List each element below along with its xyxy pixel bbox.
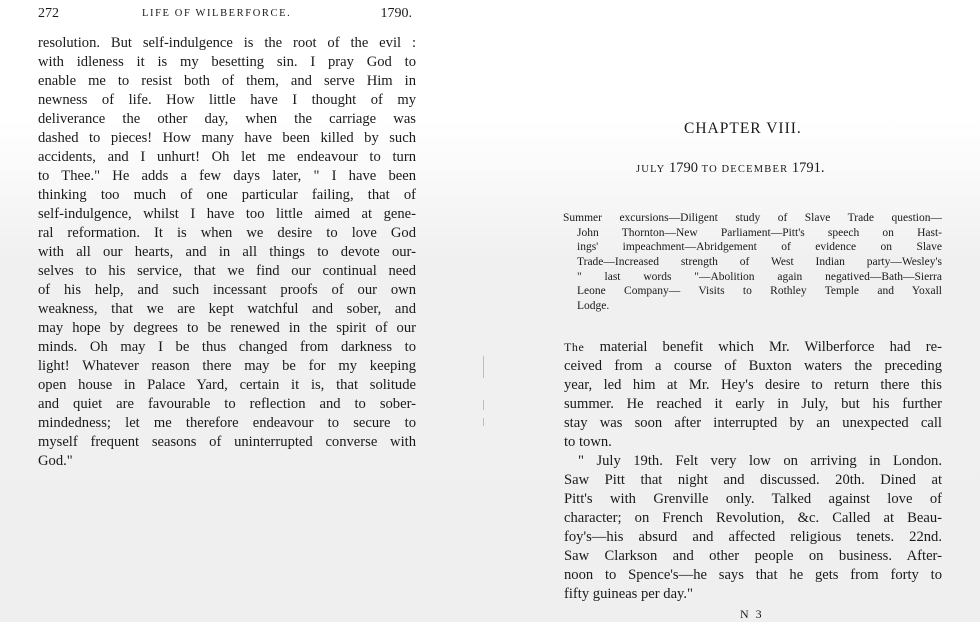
text-line: accidents, and I unhurt! Oh let me endeavour to turn bbox=[38, 149, 416, 165]
text-line: character; on French Revolution, &c. Called at Beau- bbox=[564, 510, 942, 526]
text-line: light! Whatever reason there may be for my keeping bbox=[38, 358, 416, 374]
text-line: ral reformation. It is when we desire to love God bbox=[38, 225, 416, 241]
text-line: ceived from a course of Buxton waters the preceding bbox=[564, 358, 942, 374]
text-line: to Thee." He adds a few days later, " I have been bbox=[38, 168, 416, 184]
date-year-start: 1790 bbox=[669, 160, 699, 176]
left-body-text bbox=[38, 34, 416, 471]
text-line: of his help, and such incessant proofs of our own bbox=[38, 282, 416, 298]
text-line: dashed to pieces! How many have been killed by such bbox=[38, 130, 416, 146]
gutter-mark bbox=[483, 400, 484, 410]
right-body-text bbox=[564, 338, 942, 604]
text-line: stay was soon after interrupted by an unexpected call bbox=[564, 415, 942, 431]
text-line: and quiet are favourable to reflection and to sober- bbox=[38, 396, 416, 412]
gutter-mark bbox=[483, 418, 484, 426]
running-head bbox=[38, 6, 416, 24]
text-line: minds. Oh may I be thus changed from darkness to bbox=[38, 339, 416, 355]
text-line: thinking too much of one particular failing, that of bbox=[38, 187, 416, 203]
text-line: mindedness; let me therefore endeavour to secure to bbox=[38, 415, 416, 431]
text-line: myself frequent seasons of uninterrupted converse with bbox=[38, 434, 416, 450]
date-to: TO bbox=[701, 164, 718, 175]
text-line: to town. bbox=[564, 434, 612, 450]
text-line: foy's—his absurd and affected religious tenets. 22nd. bbox=[564, 529, 942, 545]
summary-line: " last words "—Abolition again negatived—Bath—Sierra bbox=[577, 270, 942, 283]
summary-line: Trade—Increased strength of West Indian party—Wesley's bbox=[577, 256, 942, 269]
text-line: God." bbox=[38, 453, 73, 469]
text-line: weakness, that we are kept watchful and sober, and bbox=[38, 301, 416, 317]
summary-line: Lodge. bbox=[577, 300, 610, 313]
summary-line: Summer excursions—Diligent study of Slave Trade question— bbox=[563, 212, 942, 224]
text-line: summer. He reached it early in July, but his further bbox=[564, 396, 942, 412]
chapter-dates bbox=[636, 160, 825, 177]
text-line: Saw Pitt that night and discussed. 20th. Dined at bbox=[564, 472, 942, 488]
summary-line: ings' impeachment—Abridgement of evidence on Slave bbox=[577, 241, 942, 254]
chapter-title: CHAPTER VIII. bbox=[684, 120, 802, 137]
text-line: open house in Palace Yard, certain it is, that solitude bbox=[38, 377, 416, 393]
date-month-end: DECEMBER bbox=[721, 164, 789, 175]
text-line: enable me to resist both of them, and serve Him in bbox=[38, 73, 416, 89]
text-line: self-indulgence, whilst I have too little aimed at gene- bbox=[38, 206, 416, 222]
gutter-mark bbox=[483, 356, 484, 378]
date-month-start: JULY bbox=[636, 164, 666, 175]
text-line: Saw Clarkson and other people on business. After- bbox=[564, 548, 942, 564]
text-line: deliverance the other day, when the carriage was bbox=[38, 111, 416, 127]
running-title: LIFE OF WILBERFORCE. bbox=[142, 8, 292, 19]
date-year-end: 1791. bbox=[791, 160, 825, 176]
summary-line: Leone Company— Visits to Rothley Temple and Yoxall bbox=[577, 285, 942, 298]
text-line: year, led him at Mr. Hey's desire to return there this bbox=[564, 377, 942, 393]
first-line-rest: material benefit which Mr. Wilberforce had re- bbox=[584, 339, 942, 355]
chapter-summary bbox=[563, 211, 942, 314]
text-line: with idleness it is my besetting sin. I pray God to bbox=[38, 54, 416, 70]
signature-mark: N 3 bbox=[740, 607, 764, 621]
text-line bbox=[564, 338, 942, 357]
text-line: with all our hearts, and in all things to devote our- bbox=[38, 244, 416, 260]
summary-line: John Thornton—New Parliament—Pitt's speech on Hast- bbox=[577, 226, 942, 239]
text-line: resolution. But self-indulgence is the root of the evil : bbox=[38, 35, 416, 51]
text-line: selves to his service, that we find our continual need bbox=[38, 263, 416, 279]
drop-word: The bbox=[564, 340, 585, 354]
running-year: 1790. bbox=[380, 6, 412, 21]
text-line: noon to Spence's—he says that he gets from forty to bbox=[564, 567, 942, 583]
page-number: 272 bbox=[38, 6, 59, 21]
text-line: newness of life. How little have I thought of my bbox=[38, 92, 416, 108]
text-line: fifty guineas per day." bbox=[564, 586, 694, 602]
text-line: Pitt's with Grenville only. Talked against love of bbox=[564, 491, 942, 507]
text-line: may hope by degrees to be renewed in the spirit of our bbox=[38, 320, 416, 336]
text-line: " July 19th. Felt very low on arriving in London. bbox=[578, 453, 942, 469]
